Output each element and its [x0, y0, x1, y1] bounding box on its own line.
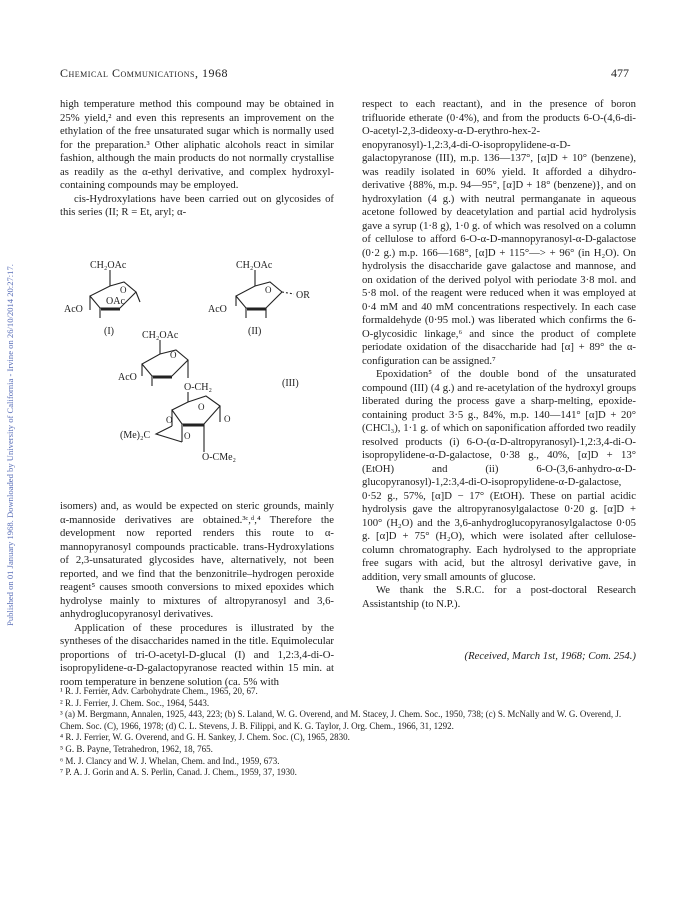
- column-1-bottom: [60, 500, 334, 689]
- ch2oac-label: CH₂OAc: [90, 260, 127, 271]
- journal-header: Chemical Communications, 1968: [60, 66, 228, 80]
- footnote: ¹ R. J. Ferrier, Adv. Carbohydrate Chem., 1965, 20, 67.: [60, 686, 258, 696]
- paragraph: Application of these procedures is illustrated by the syntheses of the disaccharides named in the title. Equimolecular proportions of tri-O-acetyl-D-glucal (I) and 1,2:3,4-di-O-isopropylidene-α-D-galactopyranose reacted within 15 min. at room temperature in benzene solution (ca. 5% with: [60, 621, 334, 688]
- ring-oxygen: O: [120, 285, 127, 295]
- acknowledgement: We thank the S.R.C. for a post-doctoral Research Assistantship (to N.P.).: [362, 584, 636, 610]
- ring-oxygen: O: [170, 350, 177, 360]
- ring-oxygen: O: [198, 402, 205, 412]
- ring-oxygen: O: [166, 415, 173, 425]
- paragraph: cis-Hydroxylations have been carried out on glycosides of this series (II; R = Et, aryl; α-: [60, 192, 334, 218]
- footnote: ⁵ G. B. Payne, Tetrahedron, 1962, 18, 765.: [60, 743, 213, 754]
- aco-label: AcO: [118, 372, 137, 383]
- footnote: ² R. J. Ferrier, J. Chem. Soc., 1964, 5443.: [60, 697, 210, 708]
- oac-label: OAc: [106, 296, 125, 307]
- me2c-label: (Me)₂C: [120, 430, 151, 441]
- paragraph: high temperature method this compound may be obtained in 25% yield,² and even this represents an improvement on the ethylation of the free unsaturated sugar which is normally used for the preparation.³ Other aliphatic alcohols react in similar fashion, although the main products do not normally crystallise as readily as the α-ethyl derivative, and complex hydroxyl-containing compounds may be employed.: [60, 98, 334, 191]
- ch2oac-label: CH₂OAc: [142, 330, 179, 341]
- structure-figure: [60, 246, 350, 496]
- ocme2-label: O-CMe₂: [202, 452, 237, 463]
- och2-label: O-CH₂: [184, 382, 212, 393]
- footnote: ⁶ M. J. Clancy and W. J. Whelan, Chem. and Ind., 1959, 673.: [60, 755, 280, 766]
- footnote: ³ (a) M. Bergmann, Annalen, 1925, 443, 223; (b) S. Laland, W. G. Overend, and M. Stacey, J. Chem. Soc., 1950, 738; (c) S. McNally and W. G. Overend, J. Chem. Soc. (C), 1966, 1978; (d) C. L. Stevens, J. B. Filippi, and K. G. Taylor, J. Org. Chem., 1966, 31, 1292.: [60, 709, 622, 731]
- footnote: ⁷ P. A. J. Gorin and A. S. Perlin, Canad. J. Chem., 1959, 37, 1930.: [60, 767, 297, 778]
- column-2: [362, 98, 636, 611]
- footnote: ⁴ R. J. Ferrier, W. G. Overend, and G. H. Sankey, J. Chem. Soc. (C), 1965, 2830.: [60, 732, 350, 743]
- page-number: 477: [611, 66, 629, 80]
- paragraph: Epoxidation⁵ of the double bond of the unsaturated compound (III) (4 g.) and re-acetylation of the hydroxyl groups liberated during the process gave a sharp-melting, epoxide-containing product 3·5 g., 84%, m.p. 140—141° [α]D + 20° (CHCl₃), 1·1 g. of which on saponification afforded two readily resolved products (i) 6-O-(α-D-altropyranosyl)-1,2:3,4-di-O-isopropylidene-α-D-galactose, 0·38 g., 40%, [α]D + 13° (EtOH) and (ii) 6-O-(3,6-anhydro-α-D-glucopyranosyl)-1,2:3,4-di-O-isopropylidene-α-D-galactose, 0·52 g., 57%, [α]D − 17° (EtOH). These on partial acidic hydrolysis gave the altropyranosylgalactose 0·20 g. [α]D + 100° (H₂O) and the 3,6-anhydroglucopyranosylgalactose 0·05 g. [α]D + 75° (H₂O), which were isolated after cellulose-column chromatography. Each hydrolysed to the appropriate free sugars with acid, but the altrosyl derivative gave, in addition, very small amounts of glucose.: [362, 368, 636, 583]
- ch2oac-label: CH₂OAc: [236, 260, 273, 271]
- aco-label: AcO: [208, 304, 227, 315]
- paragraph: respect to each reactant), and in the presence of boron trifluoride etherate (0·4%), and from the products 6-O-(4,6-di-O-acetyl-2,3-dideoxy-α-D-erythro-hex-2-enopyranosyl)-1,2:3,4-di-O-isopropylidene-α-D-galactopyranose (III), m.p. 136—137°, [α]D + 10° (benzene), was readily isolated in 60% yield. It afforded a dihydro-derivative {88%, m.p. 94—95°, [α]D + 18° (benzene)}, and on hydroxylation (4 g.) with neutral permanganate in aqueous acetone followed by deacetylation and partial acid hydrolysis gave a syrup (1·8 g), 1·0 g. of which was resolved on a column of cellulose to afford 6-O-α-D-mannopyranosyl-α-D-galactose (0·2 g.) m.p. 166—168°, [α]D + 115°—> + 96° (in H₂O). On hydrolysis the disaccharide gave galactose and mannose, and on oxidation of the derived polyol with periodate 3·8 mol. and 5·8 mol. of the reagent were reduced when it was employed at 0·4 mM and 40 mM concentrations respectively. In each case formaldehyde (0·95 mol.) was liberated which confirms the 6-O-glycosidic linkage,⁶ and since the product of complete periodate oxidation of the disaccharide had [α] + 89° the α-configuration can be assigned.⁷: [362, 98, 636, 367]
- or-label: OR: [296, 290, 310, 301]
- compound-label-2: (II): [248, 326, 262, 337]
- ring-oxygen: O: [184, 431, 191, 441]
- compound-label-1: (I): [104, 326, 114, 337]
- ring-oxygen: O: [224, 414, 231, 424]
- download-watermark: Published on 01 January 1968. Downloaded by University of California - Irvine on 26/10/2014 20:27:17.: [5, 264, 15, 626]
- footnotes: [60, 686, 636, 779]
- compound-label-3: (III): [282, 378, 299, 389]
- column-1-top: [60, 98, 334, 220]
- paragraph: isomers) and, as would be expected on steric grounds, mainly α-mannoside derivatives are obtained.³ᶜ,ᵈ,⁴ Therefore the development now reported renders this route to α-mannopyranosyl compounds practicable. trans-Hydroxylations of 2,3-unsaturated glycosides have, alternatively, not been reported, and we find that the benzonitrile–hydrogen peroxide reagent⁵ causes smooth conversions to mixed epoxides which hydrolyse mainly to mixtures of altropyranosyl and 3,6-anhydroglucopyranosyl derivatives.: [60, 500, 334, 620]
- received-date: (Received, March 1st, 1968; Com. 254.): [464, 650, 636, 662]
- ring-oxygen: O: [265, 285, 272, 295]
- aco-label: AcO: [64, 304, 83, 315]
